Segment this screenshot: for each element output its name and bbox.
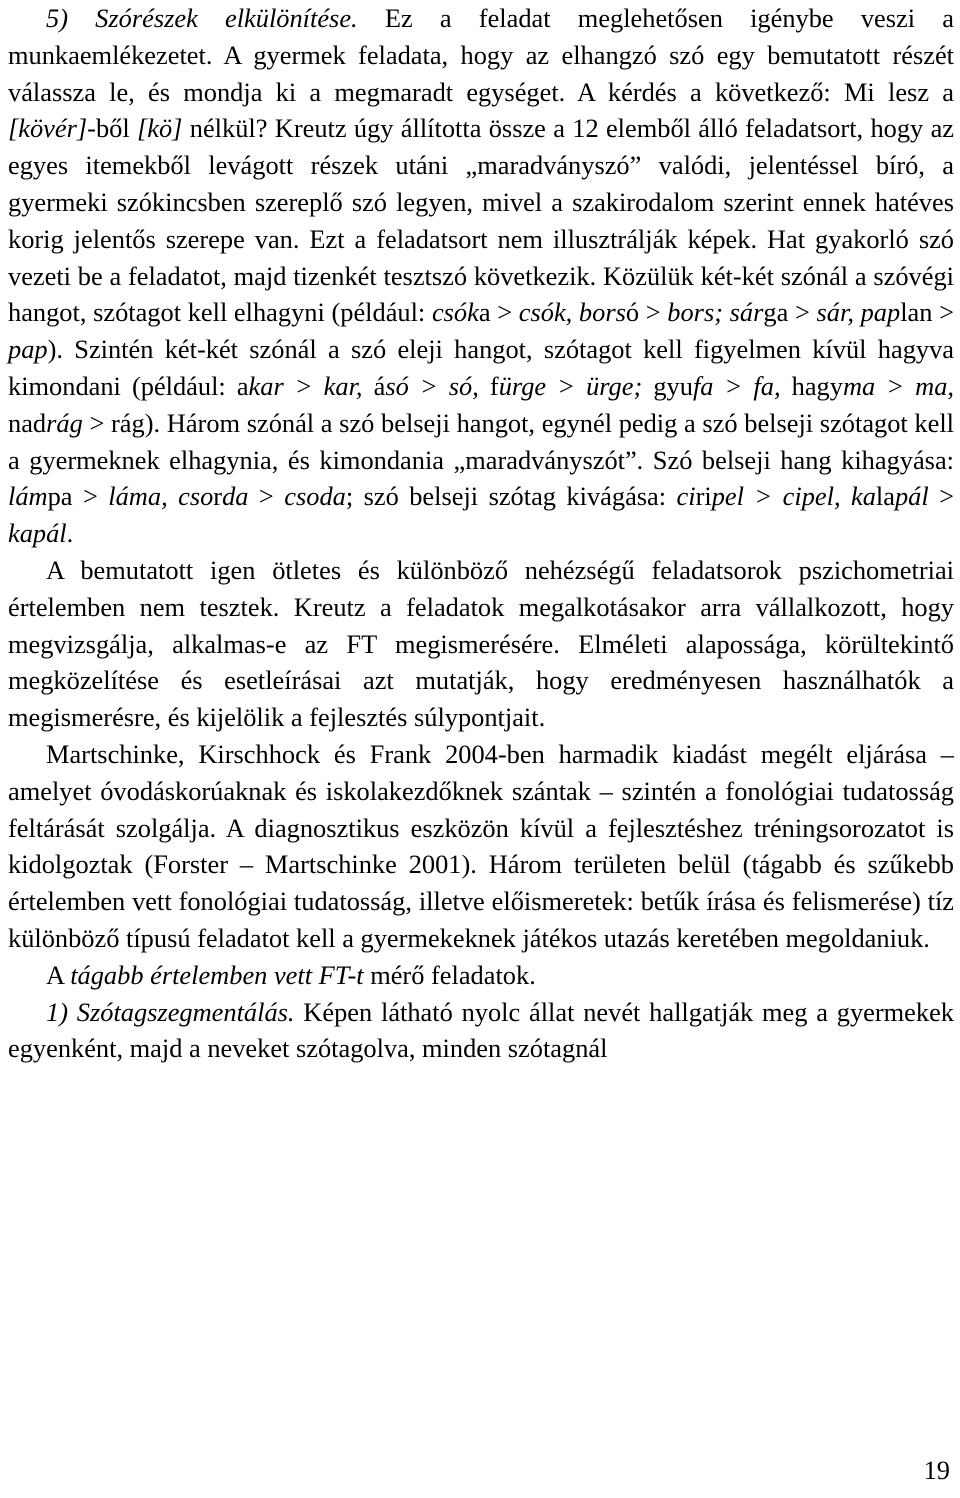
text-run: pa >: [47, 481, 109, 512]
italic-text-run: csók, bors: [518, 297, 626, 328]
italic-text-run: csók: [431, 297, 479, 328]
text-run: f: [478, 370, 499, 401]
text-run: ó >: [625, 297, 668, 328]
italic-text-run: ma > ma,: [842, 370, 955, 401]
text-run: Martschinke, Kirschhock és Frank 2004-ben harmadik kiadást megélt eljárása – amelyet óvodáskorúaknak és iskolakezdőknek szántak – szintén a fonológiai tudatosság feltárását szolgálja. A diagnosztikus eszközön kívül a fejlesztéshez tréningsorozatot is kidolgoztak (Forster – Martschinke 2001). Három területen belül (tágabb és szűkebb értelemben vett fonológiai tudatosság, illetve előismeretek: betűk írása és felismerése) tíz különböző típusú feladatot kell a gyermekeknek játékos utazás keretében megoldaniuk.: [8, 738, 954, 953]
italic-text-run: sár, pap: [816, 297, 901, 328]
italic-text-run: ürge > ürge;: [498, 370, 643, 401]
italic-text-run: kar > kar,: [248, 370, 363, 401]
text-run: >: [928, 481, 954, 512]
italic-text-run: pál: [894, 481, 929, 512]
text-run: ga >: [763, 297, 817, 328]
text-run: A: [46, 959, 71, 990]
text-run: hagy: [780, 370, 843, 401]
italic-text-run: [kövér]: [8, 113, 88, 144]
italic-text-run: pap: [8, 334, 48, 365]
text-run: ; szó belseji szótag kivágása:: [345, 481, 677, 512]
text-run: nad: [8, 407, 47, 438]
text-run: á: [362, 370, 386, 401]
body-paragraph: [8, 994, 954, 1068]
italic-text-run: tágabb értelemben vett FT-t: [70, 959, 364, 990]
italic-text-run: bors; sár: [667, 297, 764, 328]
italic-text-run: lám: [8, 481, 48, 512]
text-run: >: [248, 481, 285, 512]
text-run: > rág). Három szónál a szó belseji hangot, egynél pedig a szó belseji szótagot kell a gyermeknek elhagynia, és kimondania „maradványszót”. Szó belseji hang kihagyása:: [8, 407, 954, 475]
body-paragraph: [8, 0, 954, 552]
text-run: .: [66, 518, 74, 549]
text-run: nélkül? Kreutz úgy állította össze a 12 elemből álló feladatsort, hogy az egyes itemekből levágott részek utáni „maradványszó” valódi, jelentéssel bíró, a gyermeki szókincsben szereplő szó legyen, mivel a szakirodalom szerint ennek hatéves korig jelentős szerepe van. Ezt a feladatsort nem illusztrálják képek. Hat gyakorló szó vezeti be a feladatot, majd tizenkét tesztszó következik. Közülük két-két szónál a szóvégi hangot, szótagot kell elhagyni (például:: [8, 113, 955, 328]
italic-text-run: pel > cipel, ka: [711, 481, 876, 512]
body-paragraph: [8, 957, 954, 994]
document-page: [8, 0, 954, 1067]
italic-text-run: kapál: [8, 518, 67, 549]
text-run: -ből: [87, 113, 137, 144]
body-paragraph: [8, 736, 954, 957]
italic-text-run: 1) Szótagszegmentálás.: [46, 996, 295, 1027]
italic-text-run: ci: [676, 481, 696, 512]
text-run: lan >: [900, 297, 954, 328]
text-run: gyu: [642, 370, 693, 401]
text-run: ri: [695, 481, 712, 512]
text-run: Ez a feladat meglehetősen igénybe veszi a munkaemlékezetet. A gyermek feladata, hogy az elhangzó szó egy bemutatott részét válassza le, és mondja ki a megmaradt egységet. A kérdés a következő: Mi lesz a: [8, 3, 954, 107]
text-run: r: [213, 481, 223, 512]
text-run: Képen látható nyolc állat nevét hallgatják meg a gyermekek egyenként, majd a neveket szótagolva, minden szótagnál: [8, 996, 955, 1064]
italic-text-run: 5) Szórészek elkülönítése.: [46, 3, 358, 33]
text-run: la: [875, 481, 895, 512]
italic-text-run: fa > fa,: [692, 370, 781, 401]
text-run: a >: [478, 297, 519, 328]
page-number: 19: [923, 1455, 950, 1485]
italic-text-run: láma, cso: [108, 481, 214, 512]
italic-text-run: csoda: [284, 481, 346, 512]
body-paragraph: [8, 552, 954, 736]
text-run: A bemutatott igen ötletes és különböző nehézségű feladatsorok pszichometriai értelemben nem tesztek. Kreutz a feladatok megalkotásakor arra vállalkozott, hogy megvizsgálja, alkalmas-e az FT megismerésére. Elméleti alapossága, körültekintő megközelítése és esetleírásai azt mutatják, hogy eredményesen használhatók a megismerésre, és kijelölik a fejlesztés súlypontjait.: [8, 554, 954, 733]
italic-text-run: [kö]: [137, 113, 183, 144]
text-run: mérő feladatok.: [363, 959, 536, 990]
italic-text-run: só > só,: [385, 370, 479, 401]
italic-text-run: da: [222, 481, 249, 512]
text-run: ). Szintén két-két szónál a szó eleji hangot, szótagot kell figyelmen kívül hagyva kimondani (például: a: [8, 334, 954, 401]
italic-text-run: rág: [46, 407, 83, 438]
